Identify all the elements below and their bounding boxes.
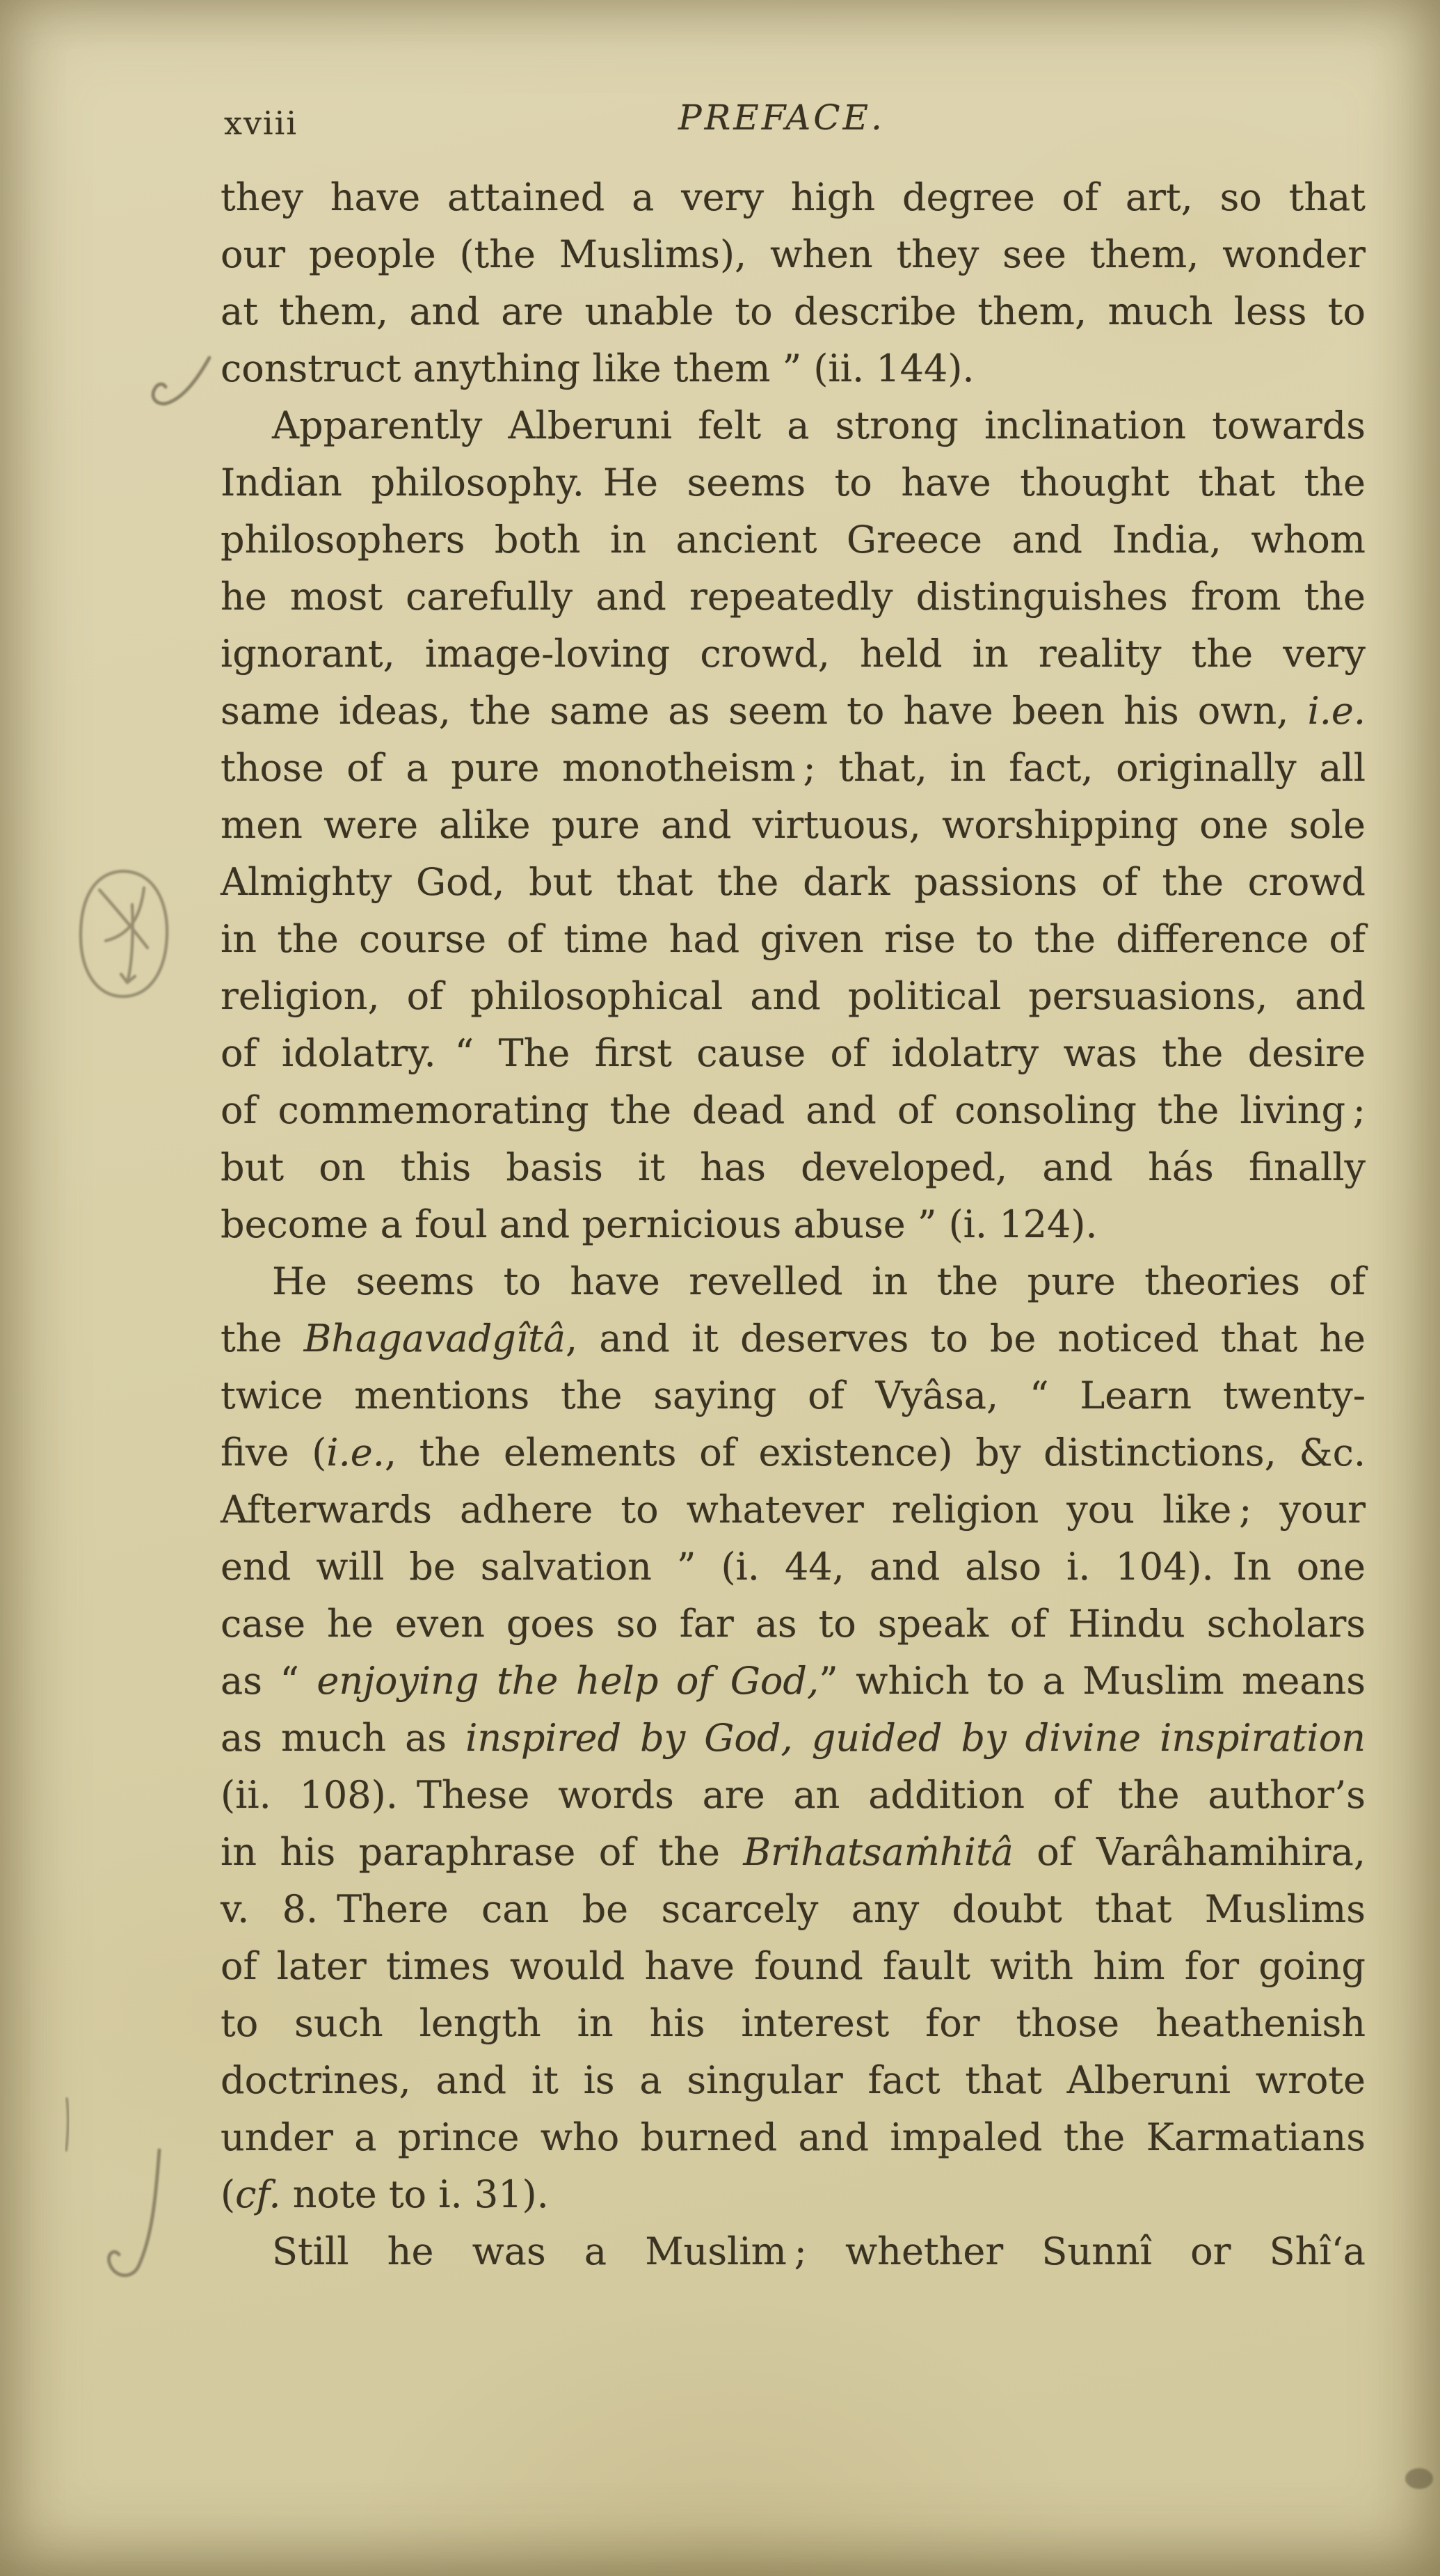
text-line bbox=[221, 1881, 1366, 1938]
running-title: PREFACE. bbox=[678, 97, 885, 138]
text-line bbox=[221, 454, 1366, 511]
text-run: ” which to a Muslim means bbox=[819, 1659, 1366, 1703]
text-line bbox=[221, 283, 1366, 340]
text-line bbox=[221, 911, 1366, 968]
text-line bbox=[221, 1025, 1366, 1082]
text-run: same ideas, the same as seem to have been his own, bbox=[221, 689, 1308, 733]
text-line bbox=[221, 1995, 1366, 2052]
text-run: in his paraphrase of the bbox=[221, 1830, 744, 1874]
text-line bbox=[221, 1710, 1366, 1767]
text-run: Afterwards adhere to whatever religion you like ; your bbox=[221, 1488, 1366, 1532]
text-run: religion, of philosophical and political persuasions, and bbox=[221, 974, 1366, 1018]
text-line bbox=[221, 569, 1366, 626]
text-run: to such length in his interest for those heathenish bbox=[221, 2001, 1366, 2045]
text-run: but on this basis it has developed, and hás finally bbox=[221, 1145, 1366, 1189]
text-line bbox=[221, 1767, 1366, 1824]
text-run: of later times would have found fault with him for going bbox=[221, 1944, 1366, 1988]
text-line bbox=[221, 1653, 1366, 1710]
text-run: inspired by God, guided by divine inspiration bbox=[465, 1716, 1366, 1760]
text-run: Apparently Alberuni felt a strong inclination towards bbox=[272, 404, 1366, 447]
text-line bbox=[221, 169, 1366, 226]
pencil-vertical-tick bbox=[66, 2099, 68, 2150]
text-run: those of a pure monotheism ; that, in fact, originally all bbox=[221, 746, 1366, 790]
text-run: , the elements of existence) by distinctions, &c. bbox=[384, 1431, 1366, 1474]
text-line bbox=[221, 2166, 1366, 2223]
text-line bbox=[221, 1424, 1366, 1481]
text-line bbox=[221, 1481, 1366, 1539]
text-line bbox=[221, 511, 1366, 569]
text-line bbox=[221, 1196, 1366, 1253]
text-run: Bhagavadgîtâ bbox=[303, 1317, 566, 1360]
text-line bbox=[221, 2052, 1366, 2109]
text-run: five ( bbox=[221, 1431, 327, 1474]
text-run: construct anything like them ” (ii. 144). bbox=[221, 347, 975, 390]
text-run: our people (the Muslims), when they see them, wonder bbox=[221, 232, 1366, 276]
text-run: they have attained a very high degree of art, so that bbox=[221, 175, 1366, 219]
text-run: at them, and are unable to describe them, much less to bbox=[221, 289, 1366, 333]
text-line bbox=[221, 797, 1366, 854]
text-line bbox=[221, 2109, 1366, 2166]
text-run: become a foul and pernicious abuse ” (i. 124). bbox=[221, 1202, 1098, 1246]
text-run: doctrines, and it is a singular fact that Alberuni wrote bbox=[221, 2058, 1366, 2102]
text-run: Brihatsaṁhitâ bbox=[743, 1830, 1014, 1874]
text-line bbox=[221, 1596, 1366, 1653]
text-run: in the course of time had given rise to the difference of bbox=[221, 917, 1366, 961]
text-run: case he even goes so far as to speak of Hindu scholars bbox=[221, 1602, 1366, 1646]
page-edge-smudge bbox=[1405, 2468, 1433, 2489]
text-run: i.e. bbox=[326, 1431, 385, 1474]
text-line bbox=[221, 1082, 1366, 1139]
text-run: i.e. bbox=[1307, 689, 1366, 733]
text-run: ignorant, image-loving crowd, held in reality the very bbox=[221, 632, 1366, 676]
text-line bbox=[221, 1539, 1366, 1596]
text-run: philosophers both in ancient Greece and India, whom bbox=[221, 518, 1366, 562]
text-line bbox=[221, 1253, 1366, 1310]
text-run: of commemorating the dead and of consoling the living ; bbox=[221, 1088, 1366, 1132]
text-line bbox=[221, 854, 1366, 911]
text-run: of idolatry. “ The first cause of idolatry was the desire bbox=[221, 1031, 1366, 1075]
text-run: He seems to have revelled in the pure theories of bbox=[272, 1259, 1366, 1303]
text-run: under a prince who burned and impaled the Karmatians bbox=[221, 2115, 1366, 2159]
text-run: as much as bbox=[221, 1716, 466, 1760]
text-line bbox=[221, 1824, 1366, 1881]
text-line bbox=[221, 340, 1366, 397]
text-run: enjoying the help of God, bbox=[317, 1659, 819, 1703]
text-run: Still he was a Muslim ; whether Sunnî or Shî‘a bbox=[272, 2229, 1366, 2273]
text-run: v. 8. There can be scarcely any doubt that Muslims bbox=[221, 1887, 1366, 1931]
text-line bbox=[221, 226, 1366, 283]
text-run: Indian philosophy. He seems to have thought that the bbox=[221, 461, 1366, 504]
text-line bbox=[221, 968, 1366, 1025]
text-line bbox=[221, 740, 1366, 797]
text-run: as “ bbox=[221, 1659, 317, 1703]
text-run: he most carefully and repeatedly distinguishes from the bbox=[221, 575, 1366, 619]
text-run: men were alike pure and virtuous, worshipping one sole bbox=[221, 803, 1366, 847]
text-line bbox=[221, 1938, 1366, 1995]
text-run: of Varâhamihira, bbox=[1013, 1830, 1366, 1874]
text-run: , and it deserves to be noticed that he bbox=[566, 1317, 1366, 1360]
page-number: xviii bbox=[224, 104, 298, 142]
body-text-block bbox=[221, 169, 1366, 2280]
text-run: twice mentions the saying of Vyâsa, “ Learn twenty- bbox=[221, 1374, 1366, 1417]
pencil-check-mark bbox=[153, 358, 209, 404]
pencil-hook-mark bbox=[109, 2150, 159, 2275]
text-line bbox=[221, 626, 1366, 683]
text-line bbox=[221, 1367, 1366, 1424]
text-run: (ii. 108). These words are an addition of the author’s bbox=[221, 1773, 1366, 1817]
text-line bbox=[221, 1139, 1366, 1196]
text-line bbox=[221, 683, 1366, 740]
text-run: cf. bbox=[235, 2172, 281, 2216]
text-run: Almighty God, but that the dark passions of the crowd bbox=[221, 860, 1366, 904]
text-line bbox=[221, 397, 1366, 454]
text-run: the bbox=[221, 1317, 304, 1360]
text-line bbox=[221, 1310, 1366, 1367]
text-run: end will be salvation ” (i. 44, and also i. 104). In one bbox=[221, 1545, 1366, 1589]
text-run: ( bbox=[221, 2172, 236, 2216]
pencil-circled-scribble bbox=[81, 871, 167, 996]
text-line bbox=[221, 2223, 1366, 2280]
text-run: note to i. 31). bbox=[280, 2172, 549, 2216]
